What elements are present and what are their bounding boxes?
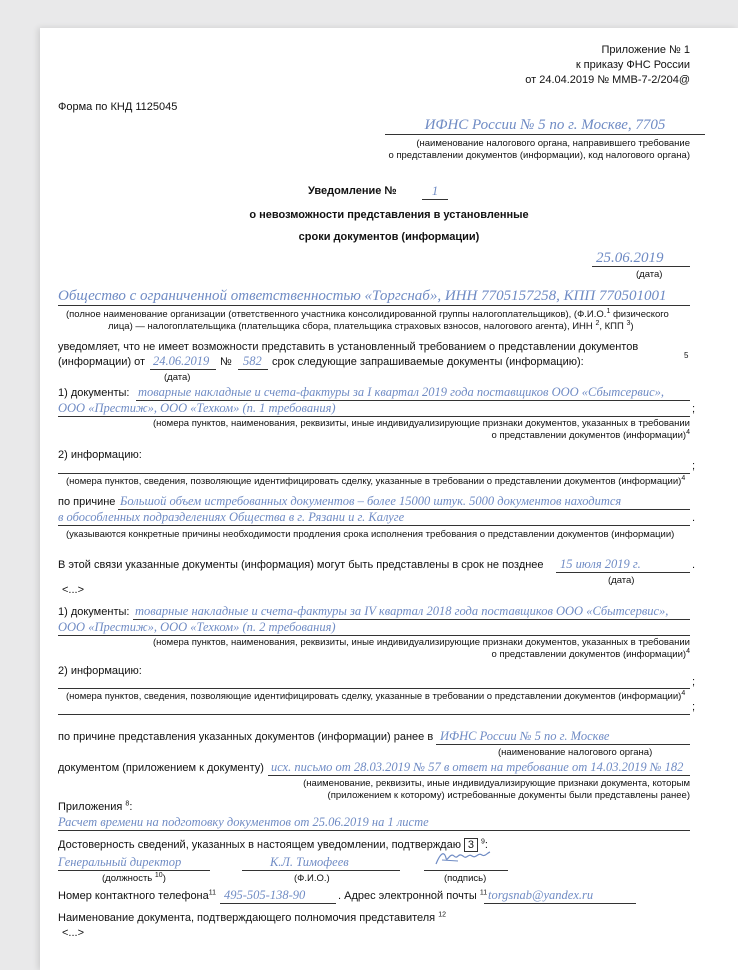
section1-docs-caption-2: о представлении документов (информации)$^4$ <box>491 428 690 441</box>
deadline-period: . <box>692 559 696 571</box>
previous-doc-caption-2: (приложением к которому) истребованные документы были представлены ранее) <box>327 790 690 801</box>
phone-line <box>220 903 336 904</box>
signer-position-caption: (должность $^{10}$) <box>102 871 166 884</box>
organization-caption-1: (полное наименование организации (ответственного участника консолидированной группы налогоплательщиков), (Ф.И.О.$^1$ физического <box>66 307 669 320</box>
appendix-line-2: к приказу ФНС России <box>575 59 690 71</box>
section1-docs-label: 1) документы: <box>58 387 130 399</box>
previous-doc-label: документом (приложением к документу) <box>58 762 264 774</box>
phone-value: 495-505-138-90 <box>224 888 306 902</box>
phone-label: Номер контактного телефона$^{11}$ <box>58 889 217 902</box>
document-page <box>40 28 738 970</box>
reason-label: по причине <box>58 496 116 508</box>
section1-docs-semicolon: ; <box>692 403 696 415</box>
organization-line <box>58 305 690 306</box>
section1-docs-caption-1: (номера пунктов, наименования, реквизиты, иные индивидуализирующие признаки документов, указанных в требовании <box>152 418 690 429</box>
section2-info-caption: (номера пунктов, сведения, позволяющие идентифицировать сделку, указанные в требовании о представлении документов (информации)$^4$ <box>66 689 686 702</box>
section1-info-label: 2) информацию: <box>58 449 142 461</box>
deadline-line <box>556 572 690 573</box>
section1-docs-line-2 <box>58 416 690 417</box>
ellipsis-2: <...> <box>62 927 85 939</box>
tax-authority-line <box>385 134 705 135</box>
section2-info-line-1 <box>58 688 690 689</box>
appendix-line-1: Приложение № 1 <box>601 44 690 56</box>
notice-line-2-end: срок следующие запрашиваемые документы (информацию): <box>272 356 584 368</box>
previous-authority-caption: (наименование налогового органа) <box>498 747 653 758</box>
section2-docs-label: 1) документы: <box>58 606 130 618</box>
section2-docs-line-2 <box>58 635 690 636</box>
request-number-label: № <box>220 356 232 368</box>
request-date: 24.06.2019 <box>153 354 210 368</box>
representative-label: Наименование документа, подтверждающего полномочия представителя $^{12}$ <box>58 911 446 924</box>
signer-position: Генеральный директор <box>58 855 182 869</box>
handwritten-signature <box>432 844 494 872</box>
section1-docs-value-2: ООО «Престиж», ООО «Техком» (п. 1 требования) <box>58 401 336 415</box>
reason-value-2: в обособленных подразделениях Общества в г. Рязани и г. Калуге <box>58 510 405 524</box>
section2-docs-value-2: ООО «Престиж», ООО «Техком» (п. 2 требования) <box>58 620 336 634</box>
footnote-mark-5: 5 <box>684 351 689 360</box>
section2-info-semicolon-1: ; <box>692 676 696 688</box>
previous-text: по причине представления указанных документов (информации) ранее в <box>58 731 434 743</box>
tax-authority-caption-2: о представлении документов (информации), код налогового органа) <box>388 150 690 161</box>
request-date-caption: (дата) <box>164 372 191 383</box>
notice-number: 1 <box>431 184 439 198</box>
organization-caption-2: лица) — налогоплательщика (плательщика сбора, плательщика страховых взносов, налогового агента), ИНН $^2$, КПП $^3$) <box>108 319 634 332</box>
previous-doc-line <box>268 775 690 776</box>
confirm-text: Достоверность сведений, указанных в настоящем уведомлении, подтверждаю 3 $^9$: <box>58 838 488 851</box>
request-number-line <box>238 369 268 370</box>
notice-line-2-start: (информации) от <box>58 356 146 368</box>
deadline-value: 15 июля 2019 г. <box>560 557 641 571</box>
confirm-code-box: 3 <box>464 838 478 852</box>
previous-doc-caption-1: (наименование, реквизиты, иные индивидуализирующие признаки документа, которым <box>303 778 690 789</box>
signature-caption: (подпись) <box>444 873 487 884</box>
email-line <box>484 903 636 904</box>
ellipsis-1: <...> <box>62 584 85 596</box>
tax-authority-caption-1: (наименование налогового органа, направившего требование <box>416 138 690 149</box>
section2-info-line-2 <box>58 714 690 715</box>
deadline-text: В этой связи указанные документы (информация) могут быть представлены в срок не позднее <box>58 559 544 571</box>
tax-authority-value: ИФНС России № 5 по г. Москве, 7705 <box>424 117 666 133</box>
request-date-line <box>150 369 216 370</box>
notice-date-caption: (дата) <box>636 269 663 280</box>
section1-docs-value-1: товарные накладные и счета-фактуры за I квартал 2019 года поставщиков ООО «Сбытсервис», <box>138 385 665 399</box>
section1-info-line <box>58 473 690 474</box>
previous-doc-value: исх. письмо от 28.03.2019 № 57 в ответ на требование от 14.03.2019 № 182 <box>271 760 684 774</box>
notice-number-line <box>422 199 448 200</box>
signer-fio-caption: (Ф.И.О.) <box>294 873 330 884</box>
signature-line <box>424 870 508 871</box>
section2-docs-value-1: товарные накладные и счета-фактуры за IV квартал 2018 года поставщиков ООО «Сбытсервис», <box>135 604 669 618</box>
reason-period: . <box>692 512 696 524</box>
signer-fio: К.Л. Тимофеев <box>270 855 349 869</box>
reason-caption: (указываются конкретные причины необходимости продления срока исполнения требования о представлении документов (информации) <box>66 529 675 540</box>
email-label: . Адрес электронной почты $^{11}$ <box>338 889 488 902</box>
notice-line-1: уведомляет, что не имеет возможности представить в установленный требованием о представлении документов <box>58 341 639 353</box>
appendix-line-3: от 24.04.2019 № ММВ-7-2/204@ <box>525 74 690 86</box>
notice-date-line <box>592 266 690 267</box>
section1-info-caption: (номера пунктов, сведения, позволяющие идентифицировать сделку, указанные в требовании о представлении документов (информации)$^4$ <box>66 474 686 487</box>
notice-date: 25.06.2019 <box>596 250 664 266</box>
section2-info-label: 2) информацию: <box>58 665 142 677</box>
signer-position-line <box>58 870 210 871</box>
title-prefix: Уведомление № <box>308 185 397 197</box>
reason-value-1: Большой объем истребованных документов – более 15000 штук. 5000 документов находится <box>120 494 622 508</box>
section2-info-semicolon-2: ; <box>692 701 696 713</box>
attachments-label: Приложения $^8$: <box>58 800 133 813</box>
request-number: 582 <box>243 354 262 368</box>
title-line-3: сроки документов (информации) <box>298 231 480 243</box>
previous-authority-line <box>436 744 690 745</box>
section1-info-semicolon: ; <box>692 460 696 472</box>
reason-line-2 <box>58 525 690 526</box>
attachments-value: Расчет времени на подготовку документов от 25.06.2019 на 1 листе <box>58 815 429 829</box>
section2-docs-caption-2: о представлении документов (информации)$^4$ <box>491 647 690 660</box>
email-value: torgsnab@yandex.ru <box>488 888 594 902</box>
signer-fio-line <box>242 870 400 871</box>
section2-docs-caption-1: (номера пунктов, наименования, реквизиты, иные индивидуализирующие признаки документов, указанных в требовании <box>152 637 690 648</box>
organization-value: Общество с ограниченной ответственностью «Торгснаб», ИНН 7705157258, КПП 770501001 <box>58 288 667 304</box>
title-line-2: о невозможности представления в установленные <box>249 209 529 221</box>
previous-authority: ИФНС России № 5 по г. Москве <box>440 729 610 743</box>
form-code: Форма по КНД 1125045 <box>58 101 178 113</box>
attachments-line <box>58 830 690 831</box>
deadline-caption: (дата) <box>608 575 635 586</box>
